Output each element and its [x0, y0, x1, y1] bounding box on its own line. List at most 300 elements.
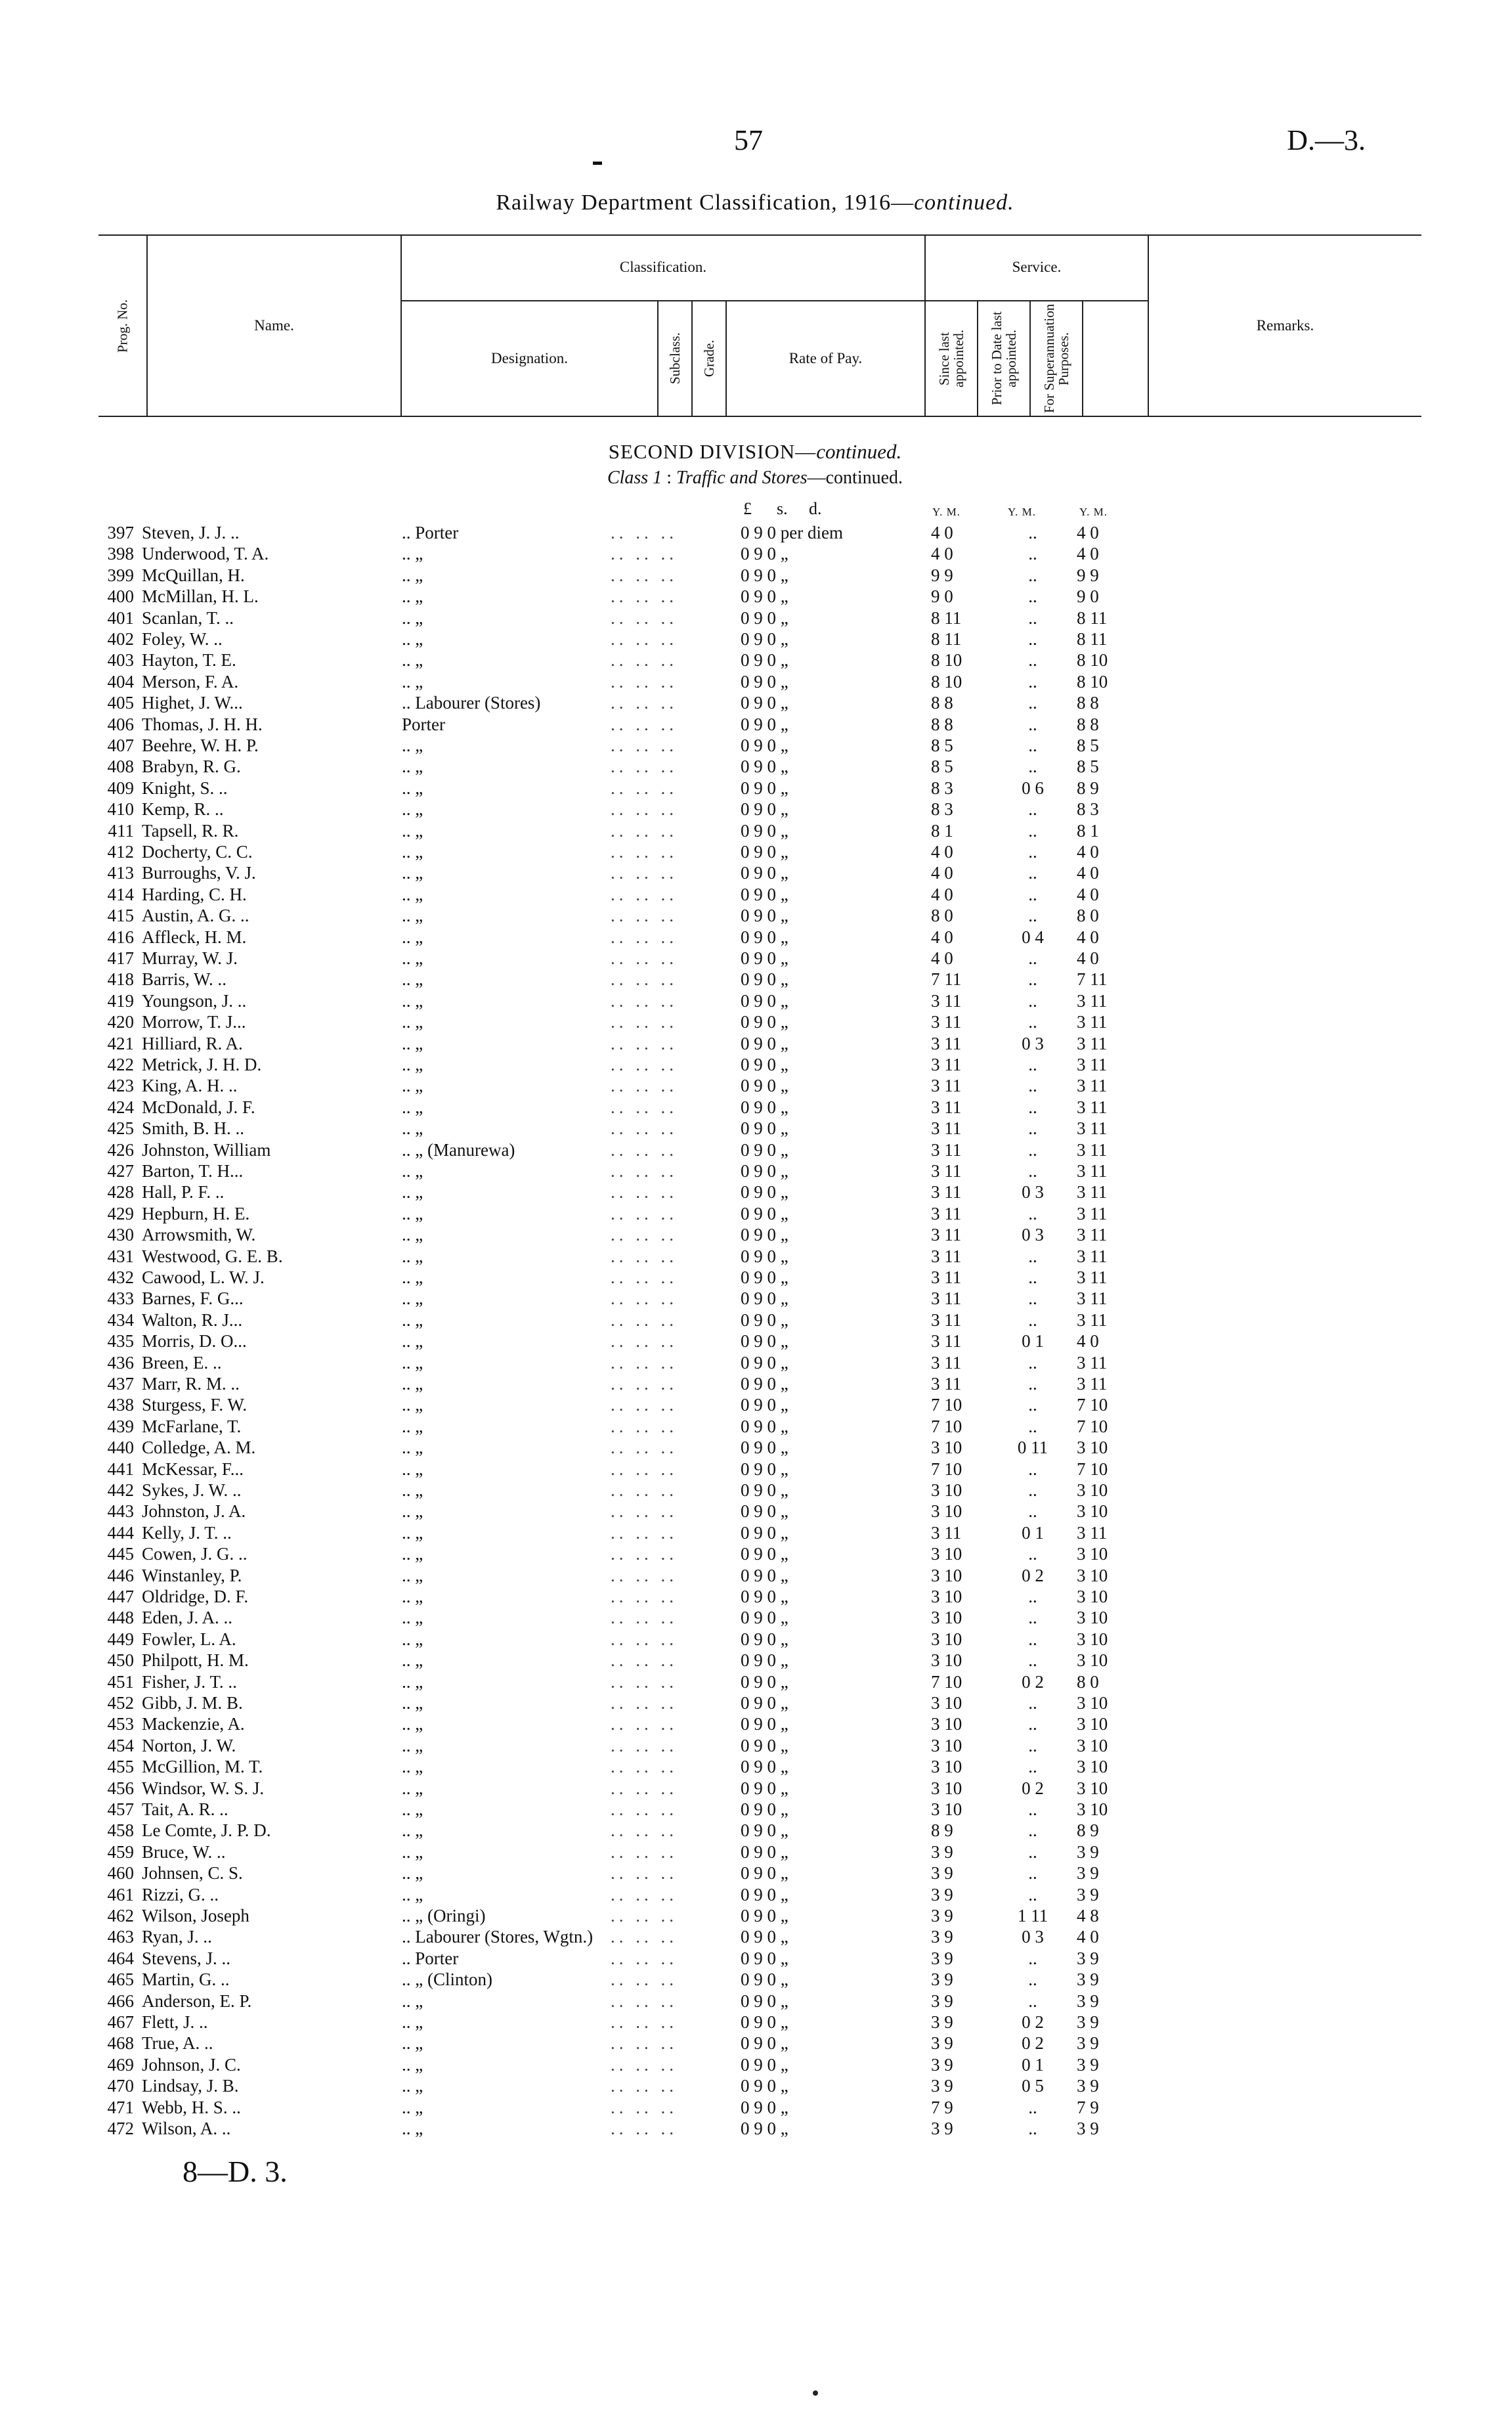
service-superannuation: 8 1: [1077, 820, 1099, 841]
employee-name: Mackenzie, A.: [142, 1714, 245, 1734]
employee-name: Rizzi, G. ..: [142, 1884, 219, 1904]
service-prior: ..: [1028, 1246, 1037, 1266]
table-row: [0, 1160, 1512, 1181]
service-superannuation: 3 11: [1077, 1076, 1108, 1096]
table-row: [0, 2012, 1512, 2033]
service-since-last: 3 9: [931, 1969, 953, 1990]
dot-leader: .. .. ..: [611, 544, 678, 564]
employee-name: Webb, H. S. ..: [142, 2097, 241, 2117]
service-superannuation: 7 10: [1077, 1416, 1108, 1436]
service-since-last: 3 11: [931, 1161, 962, 1181]
rate-of-pay: 0 9 0 „: [741, 799, 788, 820]
employee-name: Norton, J. W.: [142, 1735, 236, 1755]
designation: .. „: [402, 778, 423, 798]
running-title: [328, 190, 1182, 215]
designation: .. „: [402, 1714, 423, 1734]
service-prior: 0 1: [1022, 1331, 1044, 1352]
service-superannuation: 3 11: [1077, 1203, 1108, 1223]
table-row: [0, 841, 1512, 862]
employee-name: Morrow, T. J...: [142, 1012, 246, 1032]
service-prior: ..: [1028, 1948, 1037, 1968]
rate-of-pay: 0 9 0 „: [741, 1501, 788, 1522]
prog-number: 424: [107, 1097, 134, 1117]
service-prior: ..: [1028, 523, 1037, 542]
dot-leader: .. .. ..: [611, 1246, 678, 1266]
prog-number: 407: [107, 736, 134, 755]
service-superannuation: 3 9: [1077, 1884, 1099, 1904]
service-prior: 0 5: [1022, 2076, 1044, 2096]
designation: .. „: [402, 1309, 423, 1330]
rate-of-pay: 0 9 0 „: [741, 650, 788, 671]
prog-number: 420: [107, 1012, 134, 1032]
service-since-last: 8 3: [931, 799, 953, 820]
employee-name: Stevens, J. ..: [142, 1948, 230, 1968]
service-since-last: 8 1: [931, 820, 953, 841]
table-row: [0, 799, 1512, 820]
service-superannuation: 8 3: [1077, 799, 1099, 820]
service-superannuation: 8 10: [1077, 671, 1108, 692]
service-since-last: 8 11: [931, 607, 962, 628]
service-since-last: 3 10: [931, 1438, 962, 1458]
service-superannuation: 7 10: [1077, 1459, 1108, 1479]
designation: .. „: [402, 757, 423, 777]
rate-of-pay: 0 9 0 „: [741, 1225, 788, 1245]
table-row: [0, 522, 1512, 543]
table-row: [0, 1097, 1512, 1118]
service-since-last: 7 10: [931, 1395, 962, 1415]
service-superannuation: 3 11: [1077, 1055, 1108, 1074]
employee-name: Hayton, T. E.: [142, 650, 236, 671]
dot-leader: .. .. ..: [611, 1374, 678, 1394]
service-superannuation: 7 11: [1077, 969, 1108, 990]
service-prior: 0 6: [1022, 778, 1044, 798]
prog-number: 440: [107, 1438, 134, 1458]
service-since-last: 4 0: [931, 842, 953, 862]
class-separator: :: [666, 468, 672, 488]
service-since-last: 3 11: [931, 1225, 962, 1245]
rate-of-pay: 0 9 0 „: [741, 1757, 788, 1777]
dot-leader: .. .. ..: [611, 1522, 678, 1543]
designation: .. „: [402, 1033, 423, 1053]
table-row: [0, 778, 1512, 799]
service-since-last: 4 0: [931, 523, 953, 542]
class-name: Traffic and Stores: [676, 468, 808, 488]
service-since-last: 3 11: [931, 1352, 962, 1373]
employee-name: Foley, W. ..: [142, 629, 223, 649]
dash-mark: [593, 162, 602, 165]
table-row: [0, 1543, 1512, 1564]
service-since-last: 3 10: [931, 1714, 962, 1734]
table-row: [0, 1862, 1512, 1883]
dot-leader: .. .. ..: [611, 1352, 678, 1373]
table-row: [0, 1288, 1512, 1309]
prog-number: 425: [107, 1118, 134, 1139]
prog-number: 464: [107, 1948, 134, 1968]
service-since-last: 3 9: [931, 1863, 953, 1883]
rate-of-pay: 0 9 0 „: [741, 2012, 788, 2032]
service-superannuation: 3 11: [1077, 1522, 1108, 1543]
service-superannuation: 3 10: [1077, 1650, 1108, 1671]
service-superannuation: 8 10: [1077, 650, 1108, 671]
header-service: Service.: [1012, 259, 1062, 275]
service-prior: ..: [1028, 1076, 1037, 1096]
designation: .. „: [402, 1331, 423, 1352]
employee-name: Tapsell, R. R.: [142, 820, 239, 841]
service-superannuation: 3 11: [1077, 1012, 1108, 1032]
employee-name: Barnes, F. G...: [142, 1288, 244, 1309]
service-prior: ..: [1028, 1501, 1037, 1522]
service-prior: ..: [1028, 1203, 1037, 1223]
service-prior: ..: [1028, 1012, 1037, 1032]
designation: .. „: [402, 1267, 423, 1287]
employee-name: Kelly, J. T. ..: [142, 1522, 232, 1543]
service-superannuation: 3 10: [1077, 1587, 1108, 1606]
table-row: [0, 586, 1512, 607]
prog-number: 443: [107, 1501, 134, 1522]
designation: .. „: [402, 1374, 423, 1394]
employee-name: Merson, F. A.: [142, 671, 239, 692]
rate-of-pay: 0 9 0 „: [741, 884, 788, 904]
designation: .. „: [402, 1182, 423, 1202]
unit-shillings: s.: [777, 499, 788, 518]
service-superannuation: 8 8: [1077, 714, 1099, 734]
employee-name: Murray, W. J.: [142, 948, 238, 968]
designation: .. „: [402, 565, 423, 585]
designation: .. Labourer (Stores): [402, 693, 541, 713]
table-row: [0, 1459, 1512, 1480]
prog-number: 431: [107, 1246, 134, 1266]
service-prior: 0 2: [1022, 2012, 1044, 2032]
designation: .. „: [402, 927, 423, 947]
dot-leader: .. .. ..: [611, 1587, 678, 1606]
prog-number: 435: [107, 1331, 134, 1352]
service-superannuation: 8 0: [1077, 1671, 1099, 1692]
designation: .. „: [402, 586, 423, 607]
service-superannuation: 3 9: [1077, 2012, 1099, 2032]
dot-leader: .. .. ..: [611, 1735, 678, 1755]
prog-number: 421: [107, 1033, 134, 1053]
prog-number: 468: [107, 2033, 134, 2054]
service-superannuation: 9 9: [1077, 565, 1099, 585]
service-superannuation: 7 9: [1077, 2097, 1099, 2117]
header-superannuation: For Superannuation Purposes.: [1041, 303, 1071, 414]
designation: .. „: [402, 1778, 423, 1798]
prog-number: 444: [107, 1522, 134, 1543]
service-superannuation: 9 0: [1077, 586, 1099, 607]
table-row: [0, 1884, 1512, 1905]
header-since-last: Since last appointed.: [936, 329, 966, 388]
designation: .. „: [402, 736, 423, 755]
service-superannuation: 3 11: [1077, 1267, 1108, 1287]
dot-leader: .. .. ..: [611, 2119, 678, 2138]
service-prior: ..: [1028, 1544, 1037, 1564]
dot-leader: .. .. ..: [611, 1969, 678, 1990]
dot-leader: .. .. ..: [611, 1757, 678, 1777]
table-row: [0, 1054, 1512, 1075]
service-superannuation: 3 11: [1077, 1374, 1108, 1394]
service-superannuation: 3 9: [1077, 1863, 1099, 1883]
service-since-last: 3 11: [931, 1331, 962, 1352]
service-superannuation: 4 0: [1077, 884, 1099, 904]
table-row: [0, 884, 1512, 905]
page-number: 57: [734, 124, 763, 156]
service-prior: 0 2: [1022, 1671, 1044, 1692]
designation: .. „: [402, 948, 423, 968]
service-prior: ..: [1028, 1161, 1037, 1181]
table-row: [0, 714, 1512, 735]
service-since-last: 8 10: [931, 671, 962, 692]
employee-name: Winstanley, P.: [142, 1565, 242, 1585]
service-since-last: 3 11: [931, 1033, 962, 1053]
table-row: [0, 1799, 1512, 1820]
designation: .. „: [402, 1161, 423, 1181]
designation: .. „: [402, 1565, 423, 1585]
designation: .. „: [402, 1012, 423, 1032]
service-since-last: 8 9: [931, 1820, 953, 1841]
designation: .. „: [402, 1671, 423, 1692]
service-since-last: 3 9: [931, 2012, 953, 2032]
prog-number: 446: [107, 1565, 134, 1585]
dot-leader: .. .. ..: [611, 586, 678, 607]
service-superannuation: 4 0: [1077, 523, 1099, 542]
service-prior: 0 3: [1022, 1927, 1044, 1947]
prog-number: 411: [108, 820, 134, 841]
service-since-last: 3 9: [931, 2054, 953, 2075]
rate-of-pay: 0 9 0 „: [741, 1544, 788, 1564]
prog-number: 422: [107, 1055, 134, 1074]
header-prog-no: Prog. No.: [114, 299, 131, 353]
service-prior: ..: [1028, 1395, 1037, 1415]
designation: .. „: [402, 1629, 423, 1649]
designation: .. „: [402, 2076, 423, 2096]
table-row: [0, 1352, 1512, 1373]
table-row: [0, 1905, 1512, 1926]
service-prior: ..: [1028, 906, 1037, 926]
designation: .. „: [402, 1501, 423, 1522]
dot-leader: .. .. ..: [611, 2097, 678, 2117]
service-since-last: 4 0: [931, 948, 953, 968]
employee-name: Sykes, J. W. ..: [142, 1480, 242, 1500]
service-prior: ..: [1028, 990, 1037, 1011]
service-since-last: 3 10: [931, 1799, 962, 1819]
service-prior: ..: [1028, 1693, 1037, 1713]
service-prior: ..: [1028, 1587, 1037, 1606]
service-superannuation: 8 8: [1077, 693, 1099, 713]
service-superannuation: 8 11: [1077, 629, 1108, 649]
dot-leader: .. .. ..: [611, 927, 678, 947]
rate-of-pay: 0 9 0 „: [741, 1076, 788, 1096]
table-row: [0, 2033, 1512, 2054]
employee-name: Fisher, J. T. ..: [142, 1671, 237, 1692]
service-prior: ..: [1028, 629, 1037, 649]
prog-number: 406: [107, 714, 134, 734]
prog-number: 399: [107, 565, 134, 585]
dot-leader: .. .. ..: [611, 1161, 678, 1181]
service-since-last: 9 0: [931, 586, 953, 607]
division-title: [460, 440, 1050, 464]
service-since-last: 8 10: [931, 650, 962, 671]
prog-number: 438: [107, 1395, 134, 1415]
service-since-last: 3 10: [931, 1565, 962, 1585]
dot-leader: .. .. ..: [611, 1650, 678, 1671]
designation: .. „: [402, 1118, 423, 1139]
designation: .. „: [402, 1438, 423, 1458]
table-row: [0, 1926, 1512, 1947]
service-since-last: 3 11: [931, 1374, 962, 1394]
rate-of-pay: 0 9 0 „: [741, 586, 788, 607]
rate-of-pay: 0 9 0 „: [741, 1948, 788, 1968]
table-row: [0, 1267, 1512, 1288]
prog-number: 459: [107, 1841, 134, 1862]
service-since-last: 3 10: [931, 1629, 962, 1649]
service-since-last: 3 11: [931, 1118, 962, 1139]
service-superannuation: 3 10: [1077, 1757, 1108, 1777]
prog-number: 402: [107, 629, 134, 649]
employee-name: Cawood, L. W. J.: [142, 1267, 265, 1287]
running-title-text: Railway Department Classification, 1916—: [496, 190, 915, 215]
rate-of-pay: 0 9 0 „: [741, 607, 788, 628]
rate-of-pay: 0 9 0 „: [741, 1139, 788, 1160]
prog-number: 441: [107, 1459, 134, 1479]
designation: .. „: [402, 842, 423, 862]
prog-number: 458: [107, 1820, 134, 1841]
dot-leader: .. .. ..: [611, 1118, 678, 1139]
designation: .. „: [402, 1820, 423, 1841]
designation: .. „: [402, 1991, 423, 2011]
service-superannuation: 8 9: [1077, 778, 1099, 798]
dot-leader: .. .. ..: [611, 1927, 678, 1947]
service-prior: ..: [1028, 1735, 1037, 1755]
employee-name: Highet, J. W...: [142, 693, 243, 713]
dot-leader: .. .. ..: [611, 714, 678, 734]
dot-leader: .. .. ..: [611, 1820, 678, 1841]
table-row: [0, 862, 1512, 883]
rate-of-pay: 0 9 0 „: [741, 1309, 788, 1330]
prog-number: 454: [107, 1735, 134, 1755]
unit-years-months-super: Y. M.: [1079, 506, 1108, 518]
rate-of-pay: 0 9 0 „: [741, 1565, 788, 1585]
dot-leader: .. .. ..: [611, 671, 678, 692]
rate-of-pay: 0 9 0 „: [741, 1884, 788, 1904]
employee-name: Cowen, J. G. ..: [142, 1544, 248, 1564]
designation: .. „: [402, 1863, 423, 1883]
division-continued: continued.: [816, 440, 902, 463]
prog-number: 470: [107, 2076, 134, 2096]
prog-number: 439: [107, 1416, 134, 1436]
prog-number: 448: [107, 1608, 134, 1628]
employee-name: Westwood, G. E. B.: [142, 1246, 283, 1266]
employee-name: Johnston, William: [142, 1139, 271, 1160]
dot-leader: .. .. ..: [611, 1544, 678, 1564]
dot-leader: .. .. ..: [611, 1565, 678, 1585]
table-row: [0, 1692, 1512, 1713]
dot-leader: .. .. ..: [611, 1906, 678, 1925]
designation: .. Porter: [402, 523, 459, 542]
service-prior: 0 3: [1022, 1225, 1044, 1245]
rate-of-pay: 0 9 0 „: [741, 736, 788, 755]
service-superannuation: 3 10: [1077, 1565, 1108, 1585]
designation: .. „: [402, 969, 423, 990]
header-classification: Classification.: [619, 259, 707, 275]
employee-name: Arrowsmith, W.: [142, 1225, 256, 1245]
designation: .. „: [402, 1522, 423, 1543]
designation: .. Porter: [402, 1948, 459, 1968]
service-superannuation: 3 11: [1077, 1182, 1108, 1202]
employee-name: McQuillan, H.: [142, 565, 245, 585]
division-name: SECOND DIVISION—: [608, 440, 817, 463]
rate-of-pay: 0 9 0 „: [741, 778, 788, 798]
unit-pounds: £: [743, 499, 752, 518]
table-row: [0, 2118, 1512, 2139]
rate-of-pay: 0 9 0 „: [741, 1863, 788, 1883]
service-superannuation: 4 0: [1077, 927, 1099, 947]
dot-leader: .. .. ..: [611, 1629, 678, 1649]
service-superannuation: 4 0: [1077, 842, 1099, 862]
service-since-last: 7 10: [931, 1459, 962, 1479]
table-row: [0, 1309, 1512, 1331]
service-prior: ..: [1028, 736, 1037, 755]
dot-leader: .. .. ..: [611, 1841, 678, 1862]
employee-name: McDonald, J. F.: [142, 1097, 255, 1117]
prog-number: 400: [107, 586, 134, 607]
designation: .. „: [402, 671, 423, 692]
service-since-last: 3 11: [931, 1203, 962, 1223]
service-prior: ..: [1028, 1757, 1037, 1777]
service-prior: ..: [1028, 565, 1037, 585]
service-since-last: 7 10: [931, 1416, 962, 1436]
service-prior: ..: [1028, 1288, 1037, 1309]
prog-number: 415: [107, 906, 134, 926]
prog-number: 432: [107, 1267, 134, 1287]
table-row: [0, 1735, 1512, 1756]
designation: .. „: [402, 2054, 423, 2075]
prog-number: 417: [107, 948, 134, 968]
service-superannuation: 3 10: [1077, 1608, 1108, 1628]
rate-of-pay: 0 9 0 „: [741, 969, 788, 990]
service-since-last: 3 11: [931, 1055, 962, 1074]
employee-name: Brabyn, R. G.: [142, 757, 241, 777]
service-since-last: 4 0: [931, 863, 953, 883]
rate-of-pay: 0 9 0 „: [741, 1161, 788, 1181]
service-prior: ..: [1028, 1097, 1037, 1117]
table-row: [0, 1139, 1512, 1160]
rate-of-pay: 0 9 0 „: [741, 693, 788, 713]
service-prior: ..: [1028, 1459, 1037, 1479]
prog-number: 403: [107, 650, 134, 671]
employee-name: Oldridge, D. F.: [142, 1587, 249, 1606]
table-row: [0, 1969, 1512, 1990]
rate-of-pay: 0 9 0 „: [741, 1608, 788, 1628]
rate-of-pay: 0 9 0 „: [741, 1203, 788, 1223]
dot-leader: .. .. ..: [611, 1012, 678, 1032]
service-prior: ..: [1028, 1352, 1037, 1373]
service-since-last: 3 11: [931, 1288, 962, 1309]
rate-of-pay: 0 9 0 „: [741, 671, 788, 692]
printer-signature: 8—D. 3.: [183, 2155, 288, 2188]
employee-name: Colledge, A. M.: [142, 1438, 256, 1458]
designation: .. „: [402, 1650, 423, 1671]
table-row: [0, 649, 1512, 671]
prog-number: 442: [107, 1480, 134, 1500]
prog-number: 398: [107, 544, 134, 564]
service-superannuation: 3 10: [1077, 1799, 1108, 1819]
service-since-last: 3 11: [931, 1246, 962, 1266]
header-remarks: Remarks.: [1256, 317, 1314, 334]
service-since-last: 3 11: [931, 1309, 962, 1330]
service-prior: 0 2: [1022, 1565, 1044, 1585]
service-since-last: 3 9: [931, 1927, 953, 1947]
service-since-last: 8 3: [931, 778, 953, 798]
